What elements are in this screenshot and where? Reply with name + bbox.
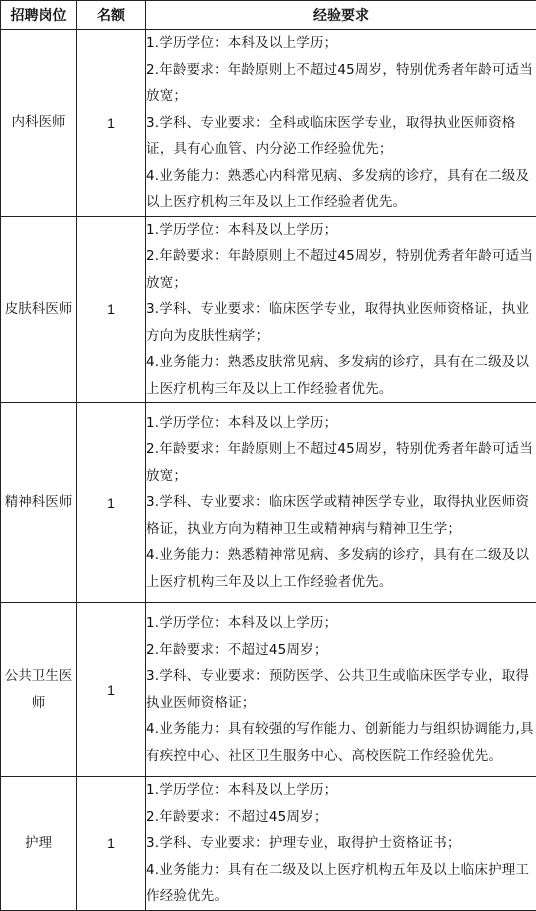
requirement-item: 1.学历学位：本科及以上学历； bbox=[146, 777, 536, 804]
table-row bbox=[1, 30, 536, 217]
count-cell: 1 bbox=[77, 403, 146, 603]
count-cell: 1 bbox=[77, 30, 146, 217]
requirements-cell bbox=[146, 30, 536, 217]
header-position: 招聘岗位 bbox=[1, 1, 77, 30]
requirements-cell bbox=[146, 216, 536, 403]
requirements-cell bbox=[146, 403, 536, 603]
position-cell: 内科医师 bbox=[1, 30, 77, 217]
table-header-row bbox=[1, 1, 536, 30]
position-cell: 精神科医师 bbox=[1, 403, 77, 603]
count-cell: 1 bbox=[77, 777, 146, 911]
requirements-cell bbox=[146, 603, 536, 777]
requirement-item: 1.学历学位：本科及以上学历； bbox=[146, 410, 536, 437]
requirement-item: 2.年龄要求：年龄原则上不超过45周岁，特别优秀者年龄可适当放宽； bbox=[146, 57, 536, 110]
requirement-item: 3.学科、专业要求：预防医学、公共卫生或临床医学专业，取得执业医师资格证； bbox=[146, 663, 536, 716]
requirement-item: 4.业务能力：具有在二级及以上医疗机构五年及以上临床护理工作经验优先。 bbox=[146, 857, 536, 910]
requirement-item: 4.业务能力：熟悉精神常见病、多发病的诊疗，具有在二级及以上医疗机构三年及以上工作经验者优先。 bbox=[146, 542, 536, 595]
header-count: 名额 bbox=[77, 1, 146, 30]
requirement-item: 2.年龄要求：年龄原则上不超过45周岁，特别优秀者年龄可适当放宽； bbox=[146, 436, 536, 489]
table-row bbox=[1, 403, 536, 603]
table-row bbox=[1, 603, 536, 777]
requirement-item: 2.年龄要求：不超过45周岁； bbox=[146, 637, 536, 664]
requirements-cell bbox=[146, 777, 536, 911]
requirement-item: 1.学历学位：本科及以上学历； bbox=[146, 30, 536, 57]
requirement-item: 2.年龄要求：不超过45周岁； bbox=[146, 804, 536, 831]
requirement-item: 3.学科、专业要求：临床医学专业，取得执业医师资格证，执业方向为皮肤性病学； bbox=[146, 296, 536, 349]
table-row bbox=[1, 777, 536, 911]
count-cell: 1 bbox=[77, 216, 146, 403]
position-cell: 护理 bbox=[1, 777, 77, 911]
requirement-item: 4.业务能力：熟悉心内科常见病、多发病的诊疗，具有在二级及以上医疗机构三年及以上工作经验者优先。 bbox=[146, 163, 536, 216]
requirement-item: 3.学科、专业要求：临床医学或精神医学专业，取得执业医师资格证，执业方向为精神卫生或精神病与精神卫生学； bbox=[146, 489, 536, 542]
requirement-item: 4.业务能力：熟悉皮肤常见病、多发病的诊疗，具有在二级及以上医疗机构三年及以上工作经验者优先。 bbox=[146, 349, 536, 402]
requirement-item: 2.年龄要求：年龄原则上不超过45周岁，特别优秀者年龄可适当放宽； bbox=[146, 243, 536, 296]
requirement-item: 1.学历学位：本科及以上学历； bbox=[146, 217, 536, 244]
position-cell: 公共卫生医师 bbox=[1, 603, 77, 777]
header-requirements: 经验要求 bbox=[146, 1, 536, 30]
requirement-item: 3.学科、专业要求：全科或临床医学专业，取得执业医师资格证，具有心血管、内分泌工作经验优先； bbox=[146, 110, 536, 163]
position-cell: 皮肤科医师 bbox=[1, 216, 77, 403]
requirement-item: 3.学科、专业要求：护理专业，取得护士资格证书； bbox=[146, 830, 536, 857]
requirement-item: 1.学历学位：本科及以上学历； bbox=[146, 610, 536, 637]
table-row bbox=[1, 216, 536, 403]
count-cell: 1 bbox=[77, 603, 146, 777]
requirement-item: 4.业务能力：具有较强的写作能力、创新能力与组织协调能力,具有疾控中心、社区卫生服务中心、高校医院工作经验优先。 bbox=[146, 716, 536, 769]
